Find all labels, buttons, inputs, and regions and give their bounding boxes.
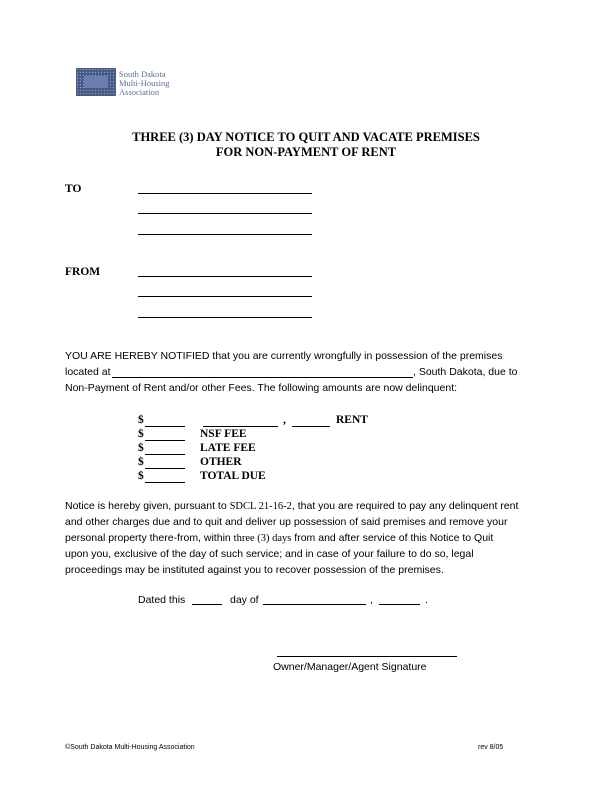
document-title [0,130,612,160]
legal-text: from and after service of this Notice to Quit [291,532,494,544]
located-at-label: located at [65,366,111,378]
legal-line-5: proceedings may be instituted against you to recover possession of the premises. [65,564,444,576]
logo-mark-icon [76,68,116,96]
fee-row-late [138,442,144,454]
from-label: FROM [65,266,101,278]
footer-revision: rev 8/05 [478,744,504,751]
rent-dollar: $ [138,414,144,426]
from-line-1[interactable] [138,276,312,277]
legal-text: , that you are required to pay any delinquent rent [291,500,519,512]
other-label: OTHER [200,456,242,468]
fee-row-other [138,456,144,468]
fee-row-rent [138,414,144,426]
rent-amount-line[interactable] [145,426,185,427]
to-label: TO [65,183,82,195]
rent-year-line[interactable] [292,426,330,427]
late-amount-line[interactable] [145,454,185,455]
to-line-2[interactable] [138,213,312,214]
fee-row-total [138,470,144,482]
legal-text: Notice is hereby given, pursuant to [65,500,230,512]
legal-line-3 [65,530,493,548]
dated-month-line[interactable] [263,604,366,605]
from-line-2[interactable] [138,296,312,297]
nsf-dollar: $ [138,428,144,440]
rent-comma: , [283,414,286,426]
to-line-1[interactable] [138,193,312,194]
dated-day-line[interactable] [192,604,222,605]
total-amount-line[interactable] [145,482,185,483]
late-dollar: $ [138,442,144,454]
title-line-2: FOR NON-PAYMENT OF RENT [215,145,397,159]
nsf-label: NSF FEE [200,428,247,440]
legal-line-4: upon you, exclusive of the day of such service; and in case of your failure to do so, legal [65,548,474,560]
to-line-3[interactable] [138,234,312,235]
premises-address-line[interactable] [112,377,413,378]
signature-label: Owner/Manager/Agent Signature [273,661,427,673]
from-line-3[interactable] [138,317,312,318]
legal-line-1 [65,498,518,516]
statute-reference: SDCL 21-16-2 [229,501,292,512]
late-label: LATE FEE [200,442,256,454]
other-dollar: $ [138,456,144,468]
legal-line-2: and other charges due and to quit and deliver up possession of said premises and remove your [65,516,508,528]
rent-month-line[interactable] [203,426,278,427]
association-logo [76,66,194,104]
nsf-amount-line[interactable] [145,440,185,441]
total-dollar: $ [138,470,144,482]
notice-line-3: Non-Payment of Rent and/or other Fees. The following amounts are now delinquent: [65,382,458,394]
notice-line-1: YOU ARE HEREBY NOTIFIED that you are currently wrongfully in possession of the premises [65,350,503,362]
signature-line[interactable] [277,656,457,657]
rent-label: RENT [336,414,368,426]
other-amount-line[interactable] [145,468,185,469]
logo-text-line3: Association [119,87,160,97]
dated-year-line[interactable] [379,604,420,605]
footer-copyright: ©South Dakota Multi-Housing Association [65,744,195,751]
notice-line-2 [65,364,111,381]
dated-period: . [425,594,428,606]
deadline-emphasis: three (3) days [233,533,292,544]
title-line-1: THREE (3) DAY NOTICE TO QUIT AND VACATE PREMISES [132,130,480,144]
fee-row-nsf [138,428,144,440]
dated-prefix: Dated this [138,594,186,606]
logo-text-line2: Multi-Housing [119,78,170,88]
total-label: TOTAL DUE [200,470,266,482]
logo-text-line1: South Dakota [119,69,166,79]
dated-day-of: day of [230,594,259,606]
legal-text: personal property there-from, within [65,532,234,544]
located-suffix: , South Dakota, due to [413,366,518,378]
dated-comma: , [370,594,373,606]
